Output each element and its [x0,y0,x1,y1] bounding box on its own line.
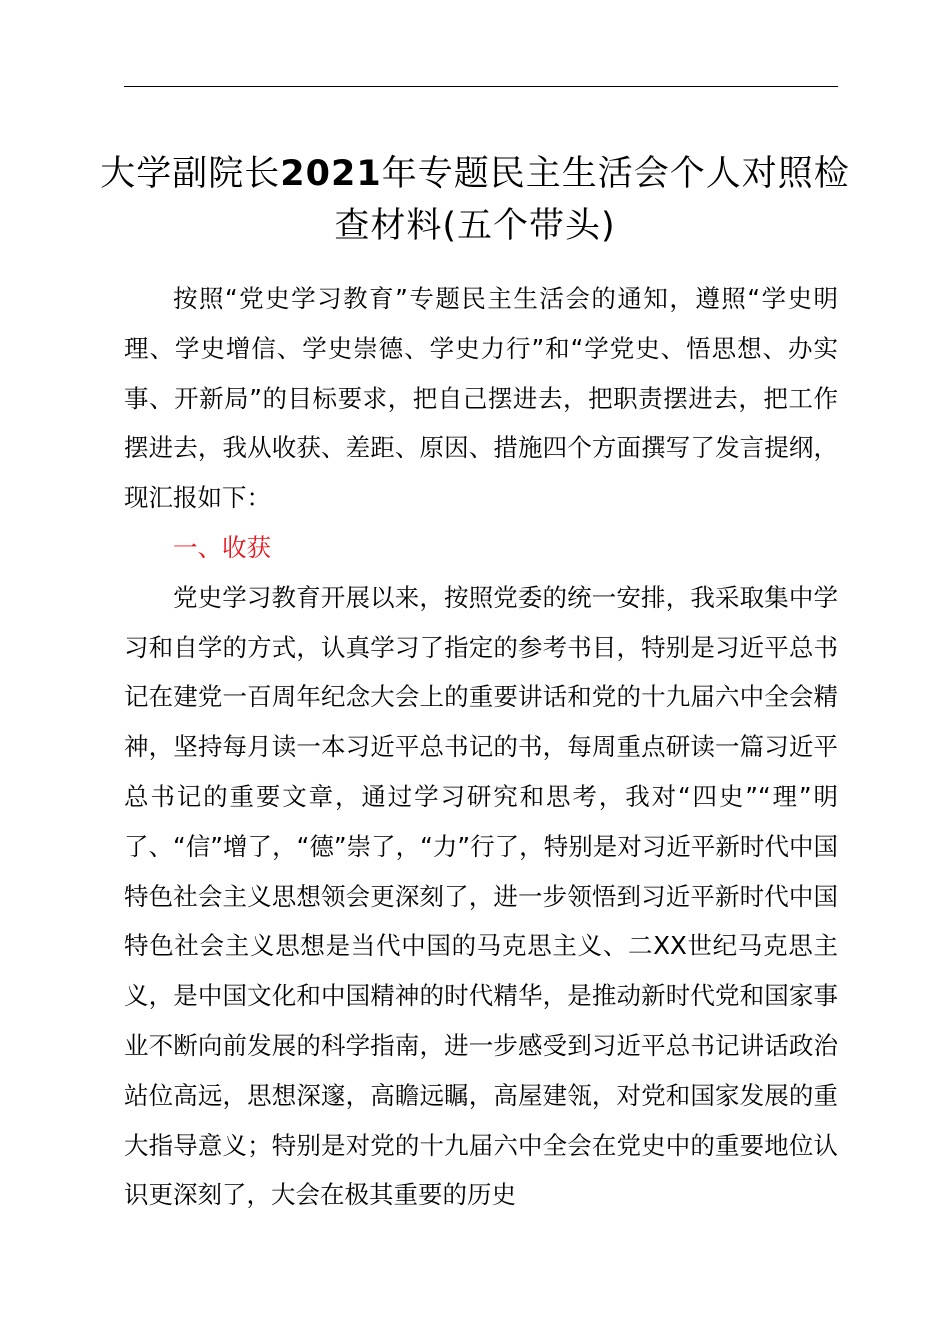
document-body [124,274,838,1220]
document-title [100,148,850,252]
intro-paragraph: 按照“党史学习教育”专题民主生活会的通知，遵照“学史明理、学史增信、学史崇德、学史力行”和“学党史、悟思想、办实事、开新局”的目标要求，把自己摆进去，把职责摆进去，把工作摆进去，我从收获、差距、原因、措施四个方面撰写了发言提纲，现汇报如下： [124,284,838,513]
title-part-2: 年专题民主生活会个人对照检查材料(五个带头) [334,154,850,246]
section-body-harvest: 党史学习教育开展以来，按照党委的统一安排，我采取集中学习和自学的方式，认真学习了指定的参考书目，特别是习近平总书记在建党一百周年纪念大会上的重要讲话和党的十九届六中全会精神，坚持每月读一本习近平总书记的书，每周重点研读一篇习近平总书记的重要文章，通过学习研究和思考，我对“四史”“理”明了、“信”增了，“德”崇了，“力”行了，特别是对习近平新时代中国特色社会主义思想领会更深刻了，进一步领悟到习近平新时代中国特色社会主义思想是当代中国的马克思主义、二XX世纪马克思主义，是中国文化和中国精神的时代精华，是推动新时代党和国家事业不断向前发展的科学指南，进一步感受到习近平总书记讲话政治站位高远，思想深邃，高瞻远瞩，高屋建瓴，对党和国家发展的重大指导意义；特别是对党的十九届六中全会在党史中的重要地位认识更深刻了，大会在极其重要的历史 [124,582,838,1210]
header-rule [124,86,838,87]
title-part-1: 大学副院长 [100,154,281,194]
title-year: 2021 [280,154,382,194]
section-heading-harvest: 一、收获 [173,532,271,562]
